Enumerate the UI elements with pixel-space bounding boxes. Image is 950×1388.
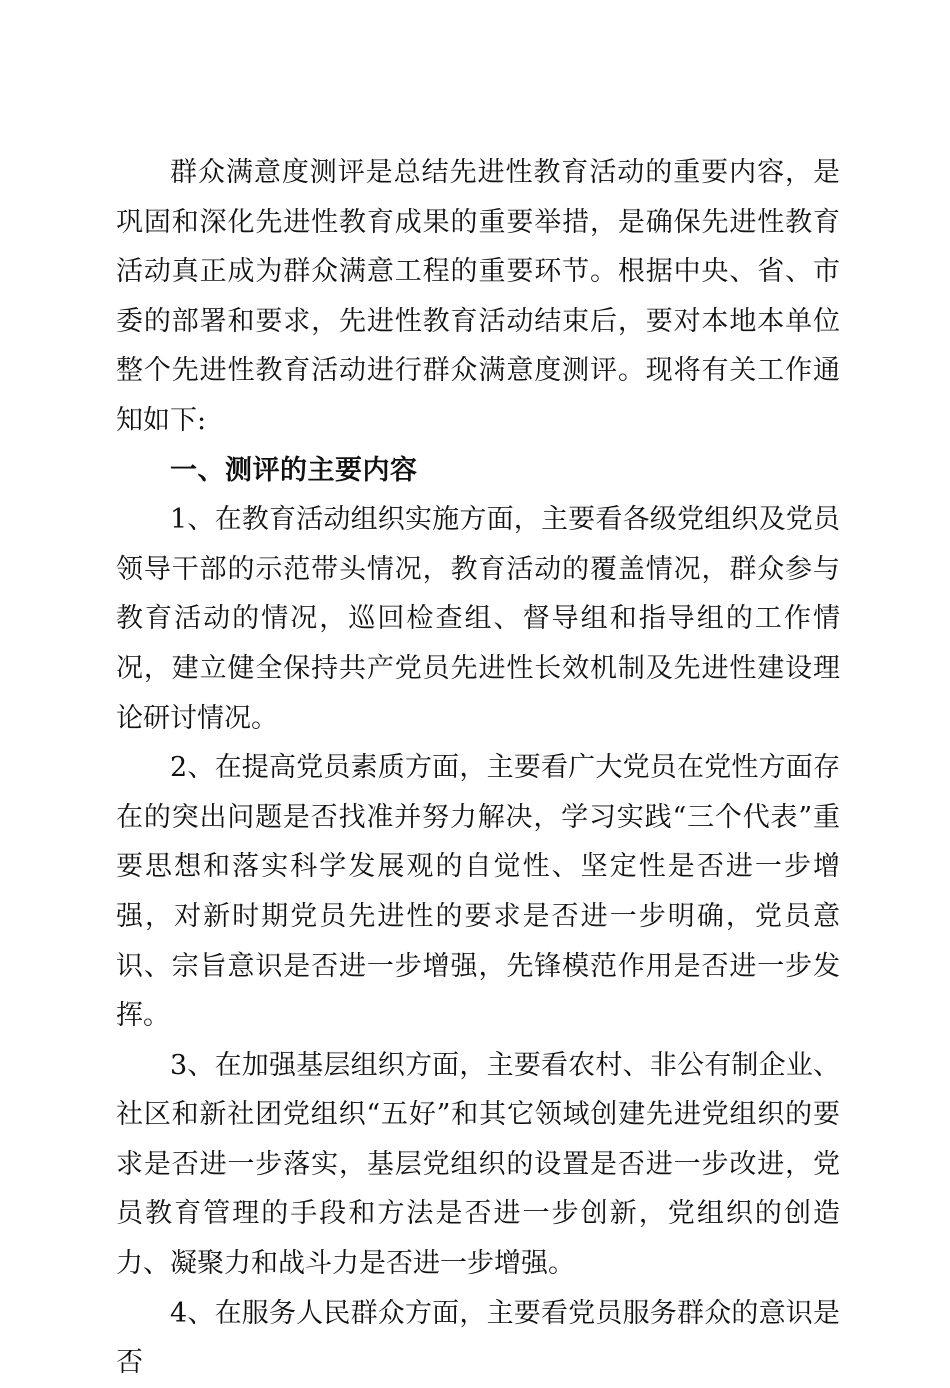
content-item-1: 1、在教育活动组织实施方面，主要看各级党组织及党员领导干部的示范带头情况，教育活动的覆盖情况，群众参与教育活动的情况，巡回检查组、督导组和指导组的工作情况，建立健全保持共产党员先进性长效机制及先进性建设理论研讨情况。 bbox=[116, 504, 840, 734]
document-body bbox=[116, 148, 840, 1388]
content-item-4: 4、在服务人民群众方面，主要看党员服务群众的意识是否 bbox=[116, 1297, 840, 1379]
content-item-2: 2、在提高党员素质方面，主要看广大党员在党性方面存在的突出问题是否找准并努力解决，学习实践“三个代表”重要思想和落实科学发展观的自觉性、坚定性是否进一步增强，对新时期党员先进性的要求是否进一步明确，党员意识、宗旨意识是否进一步增强，先锋模范作用是否进一步发挥。 bbox=[116, 752, 840, 1032]
content-item-3: 3、在加强基层组织方面，主要看农村、非公有制企业、社区和新社团党组织“五好”和其它领域创建先进党组织的要求是否进一步落实，基层党组织的设置是否进一步改进，党员教育管理的手段和方法是否进一步创新，党组织的创造力、凝聚力和战斗力是否进一步增强。 bbox=[116, 1049, 840, 1280]
section-heading: 一、测评的主要内容 bbox=[170, 454, 418, 486]
intro-paragraph: 群众满意度测评是总结先进性教育活动的重要内容，是巩固和深化先进性教育成果的重要举措，是确保先进性教育活动真正成为群众满意工程的重要环节。根据中央、省、市委的部署和要求，先进性教育活动结束后，要对本地本单位整个先进性教育活动进行群众满意度测评。现将有关工作通知如下: bbox=[116, 157, 840, 436]
